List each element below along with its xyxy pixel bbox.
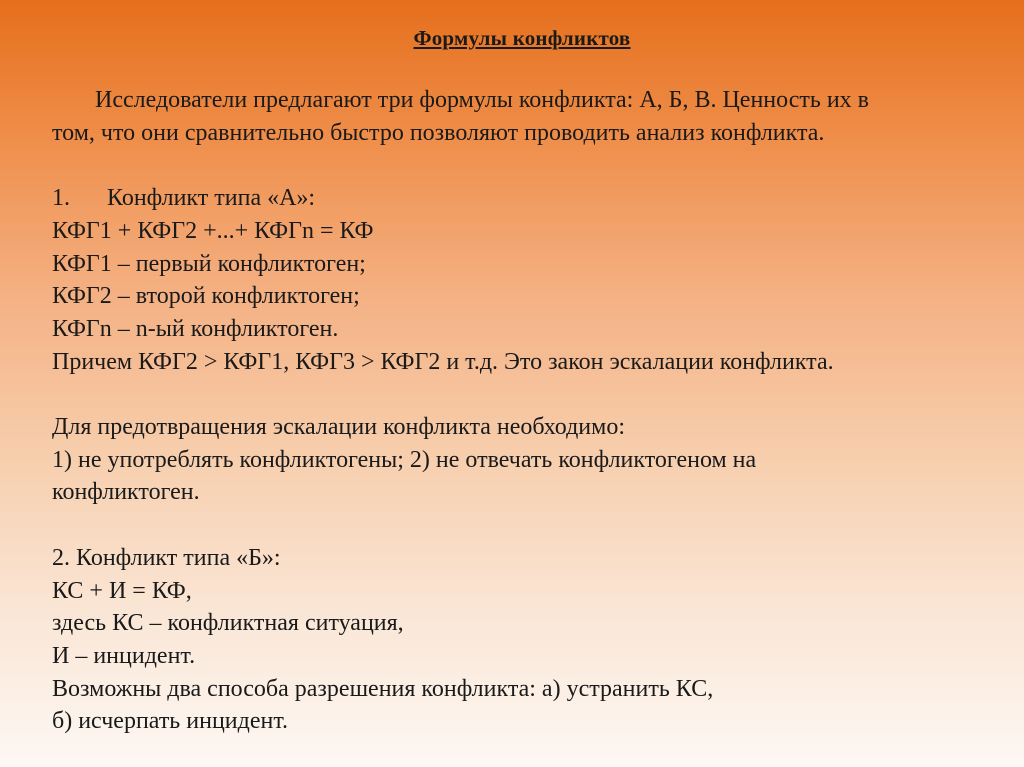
type-b-heading: 2. Конфликт типа «Б»:	[52, 544, 281, 571]
type-b-def-ks: здесь КС – конфликтная ситуация,	[52, 610, 404, 637]
type-a-heading: Конфликт типа «А»:	[107, 185, 316, 212]
slide-title: Формулы конфликтов	[413, 26, 631, 50]
type-a-formula: КФГ1 + КФГ2 +...+ КФГn = КФ	[52, 217, 374, 244]
type-b-formula: КС + И = КФ,	[52, 577, 192, 604]
prevention-line-2: 1) не употреблять конфликтогены; 2) не отвечать конфликтогеном на	[52, 446, 757, 473]
intro-line-2: том, что они сравнительно быстро позволяют проводить анализ конфликта.	[52, 119, 825, 146]
paragraph-gap	[52, 509, 982, 542]
type-a-heading-line	[52, 182, 982, 215]
prevention-line-3: конфликтоген.	[52, 479, 200, 506]
prevention-line-1: Для предотвращения эскалации конфликта необходимо:	[52, 414, 625, 440]
intro-line-1: Исследователи предлагают три формулы конфликта: А, Б, В. Ценность их в	[95, 87, 869, 113]
type-a-escalation-law: Причем КФГ2 > КФГ1, КФГ3 > КФГ2 и т.д. Это закон эскалации конфликта.	[52, 348, 834, 375]
type-a-number: 1.	[52, 185, 70, 212]
type-a-def-2: КФГ2 – второй конфликтоген;	[52, 283, 360, 310]
type-a-def-1: КФГ1 – первый конфликтоген;	[52, 250, 366, 277]
type-b-ways-2: б) исчерпать инцидент.	[52, 708, 289, 735]
type-a-def-n: КФГn – n-ый конфликтоген.	[52, 315, 339, 342]
paragraph-gap	[52, 149, 982, 182]
type-b-def-i: И – инцидент.	[52, 642, 196, 669]
type-b-ways-1: Возможны два способа разрешения конфликта: а) устранить КС,	[52, 675, 714, 702]
slide-body	[52, 84, 982, 738]
paragraph-gap	[52, 378, 982, 411]
